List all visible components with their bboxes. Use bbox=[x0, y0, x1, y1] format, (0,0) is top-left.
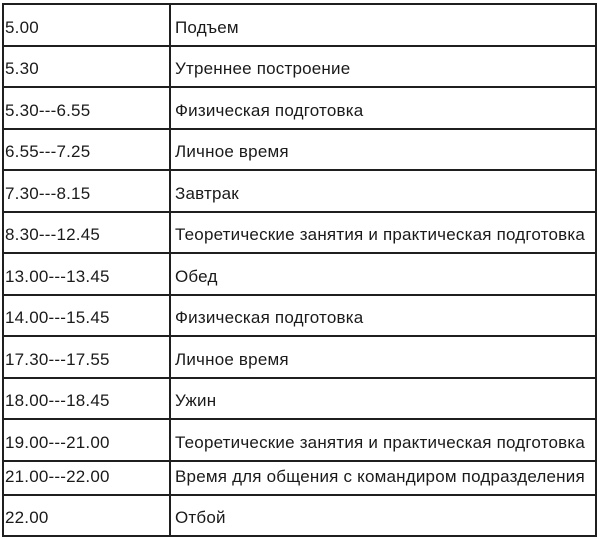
activity-cell: Личное время bbox=[170, 336, 596, 378]
activity-cell: Завтрак bbox=[170, 170, 596, 212]
time-cell: 21.00---22.00 bbox=[3, 461, 170, 495]
activity-cell: Личное время bbox=[170, 129, 596, 171]
table-row bbox=[3, 336, 596, 378]
table-row bbox=[3, 378, 596, 420]
table-row bbox=[3, 87, 596, 129]
time-cell: 17.30---17.55 bbox=[3, 336, 170, 378]
table-row bbox=[3, 4, 596, 46]
activity-cell: Утреннее построение bbox=[170, 46, 596, 88]
time-cell: 5.00 bbox=[3, 4, 170, 46]
activity-cell: Ужин bbox=[170, 378, 596, 420]
activity-cell: Теоретические занятия и практическая подготовка bbox=[170, 212, 596, 254]
activity-cell: Отбой bbox=[170, 495, 596, 537]
daily-schedule-table bbox=[2, 3, 597, 537]
table-row bbox=[3, 419, 596, 461]
activity-cell: Подъем bbox=[170, 4, 596, 46]
table-row bbox=[3, 170, 596, 212]
schedule-table-wrapper bbox=[2, 3, 597, 537]
time-cell: 14.00---15.45 bbox=[3, 295, 170, 337]
activity-cell: Физическая подготовка bbox=[170, 87, 596, 129]
activity-cell: Теоретические занятия и практическая подготовка bbox=[170, 419, 596, 461]
time-cell: 13.00---13.45 bbox=[3, 253, 170, 295]
activity-cell: Время для общения с командиром подразделения bbox=[170, 461, 596, 495]
activity-cell: Физическая подготовка bbox=[170, 295, 596, 337]
time-cell: 22.00 bbox=[3, 495, 170, 537]
schedule-table-body bbox=[3, 4, 596, 536]
table-row bbox=[3, 253, 596, 295]
time-cell: 19.00---21.00 bbox=[3, 419, 170, 461]
table-row bbox=[3, 461, 596, 495]
time-cell: 8.30---12.45 bbox=[3, 212, 170, 254]
table-row bbox=[3, 295, 596, 337]
table-row bbox=[3, 46, 596, 88]
time-cell: 18.00---18.45 bbox=[3, 378, 170, 420]
time-cell: 5.30 bbox=[3, 46, 170, 88]
table-row bbox=[3, 129, 596, 171]
table-row bbox=[3, 495, 596, 537]
table-row bbox=[3, 212, 596, 254]
time-cell: 5.30---6.55 bbox=[3, 87, 170, 129]
time-cell: 7.30---8.15 bbox=[3, 170, 170, 212]
activity-cell: Обед bbox=[170, 253, 596, 295]
time-cell: 6.55---7.25 bbox=[3, 129, 170, 171]
